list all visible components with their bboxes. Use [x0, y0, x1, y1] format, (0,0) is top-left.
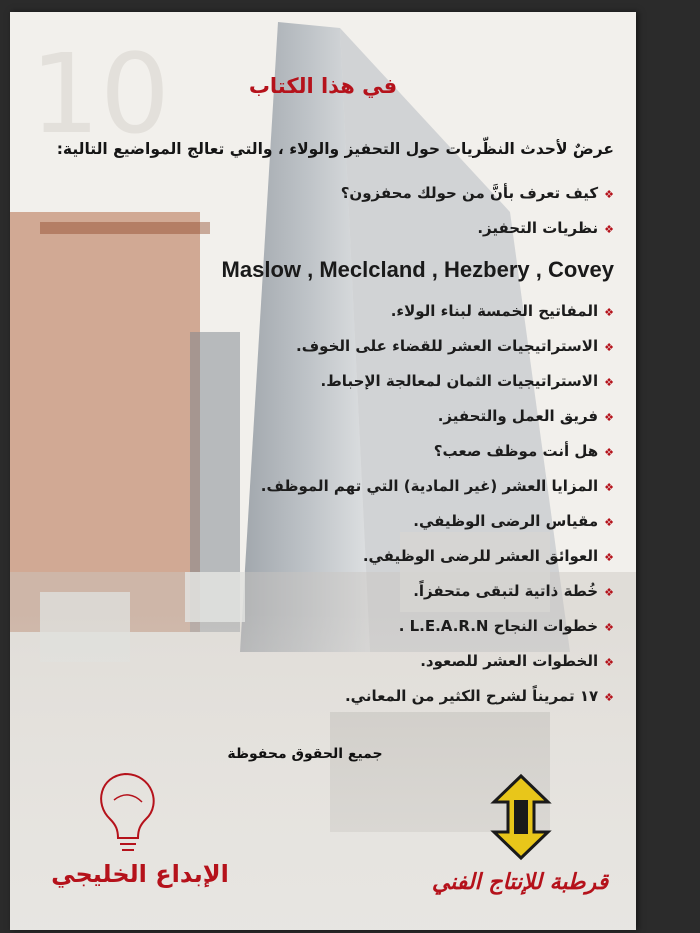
topic-text: مقياس الرضى الوظيفي.	[413, 512, 599, 530]
topic-text: ١٧ تمريناً لشرح الكثير من المعاني.	[344, 687, 599, 705]
bullet-diamond-icon: ❖	[604, 411, 614, 424]
topic-text: كيف تعرف بأنَّ من حولك محفزون؟	[340, 184, 599, 202]
topic-item	[54, 294, 614, 329]
publisher-name-right: قرطبة للإنتاج الفني	[431, 870, 609, 895]
book-back-cover	[10, 12, 636, 930]
bullet-diamond-icon: ❖	[604, 341, 614, 354]
topic-text: المفاتيح الخمسة لبناء الولاء.	[390, 302, 599, 320]
publisher-name-left: الإبداع الخليجي	[51, 860, 229, 888]
topic-text: خطوات النجاح L.E.A.R.N .	[398, 617, 599, 635]
topic-item	[54, 504, 614, 539]
topic-text: الاستراتيجيات الثمان لمعالجة الإحباط.	[320, 372, 599, 390]
topic-text: الاستراتيجيات العشر للقضاء على الخوف.	[296, 337, 599, 355]
topic-item	[54, 364, 614, 399]
topic-item	[54, 679, 614, 714]
bullet-diamond-icon: ❖	[604, 586, 614, 599]
bullet-diamond-icon: ❖	[604, 188, 614, 201]
bullet-diamond-icon: ❖	[604, 446, 614, 459]
bullet-diamond-icon: ❖	[604, 306, 614, 319]
topic-text: المزايا العشر (غير المادية) التي تهم الموظف.	[260, 477, 599, 495]
section-heading: في هذا الكتاب	[248, 74, 398, 98]
topic-item	[54, 574, 614, 609]
topic-text: Maslow , Meclcland , Hezbery , Covey	[221, 257, 614, 282]
topic-item	[54, 609, 614, 644]
topic-item	[54, 644, 614, 679]
topic-text: خُطة ذاتية لتبقى متحفزاً.	[413, 582, 599, 600]
intro-paragraph: عرضٌ لأحدث النظّريات حول التحفيز والولاء ، والتي تعالج المواضيع التالية:	[56, 140, 614, 158]
topic-item	[54, 539, 614, 574]
topic-text: نظريات التحفيز.	[477, 219, 599, 237]
bullet-diamond-icon: ❖	[604, 656, 614, 669]
publisher-emblem-icon	[486, 772, 556, 862]
theorists-line	[54, 246, 614, 294]
topic-text: فريق العمل والتحفيز.	[437, 407, 599, 425]
bullet-diamond-icon: ❖	[604, 516, 614, 529]
topic-item	[54, 434, 614, 469]
bullet-diamond-icon: ❖	[604, 223, 614, 236]
topic-text: هل أنت موظف صعب؟	[433, 442, 599, 460]
topic-item	[54, 211, 614, 246]
topic-item	[54, 469, 614, 504]
svg-text:10: 10	[30, 30, 170, 158]
topic-list	[54, 176, 614, 714]
topic-item	[54, 329, 614, 364]
bullet-diamond-icon: ❖	[604, 376, 614, 389]
bullet-diamond-icon: ❖	[604, 691, 614, 704]
copyright-notice: جميع الحقوق محفوظة	[227, 746, 383, 762]
topic-item	[54, 399, 614, 434]
topic-item	[54, 176, 614, 211]
bullet-diamond-icon: ❖	[604, 621, 614, 634]
cover-text-area	[10, 12, 636, 930]
bullet-diamond-icon: ❖	[604, 481, 614, 494]
topic-text: الخطوات العشر للصعود.	[420, 652, 599, 670]
lightbulb-logo-icon	[80, 764, 190, 859]
topic-text: العوائق العشر للرضى الوظيفي.	[362, 547, 599, 565]
bullet-diamond-icon: ❖	[604, 551, 614, 564]
